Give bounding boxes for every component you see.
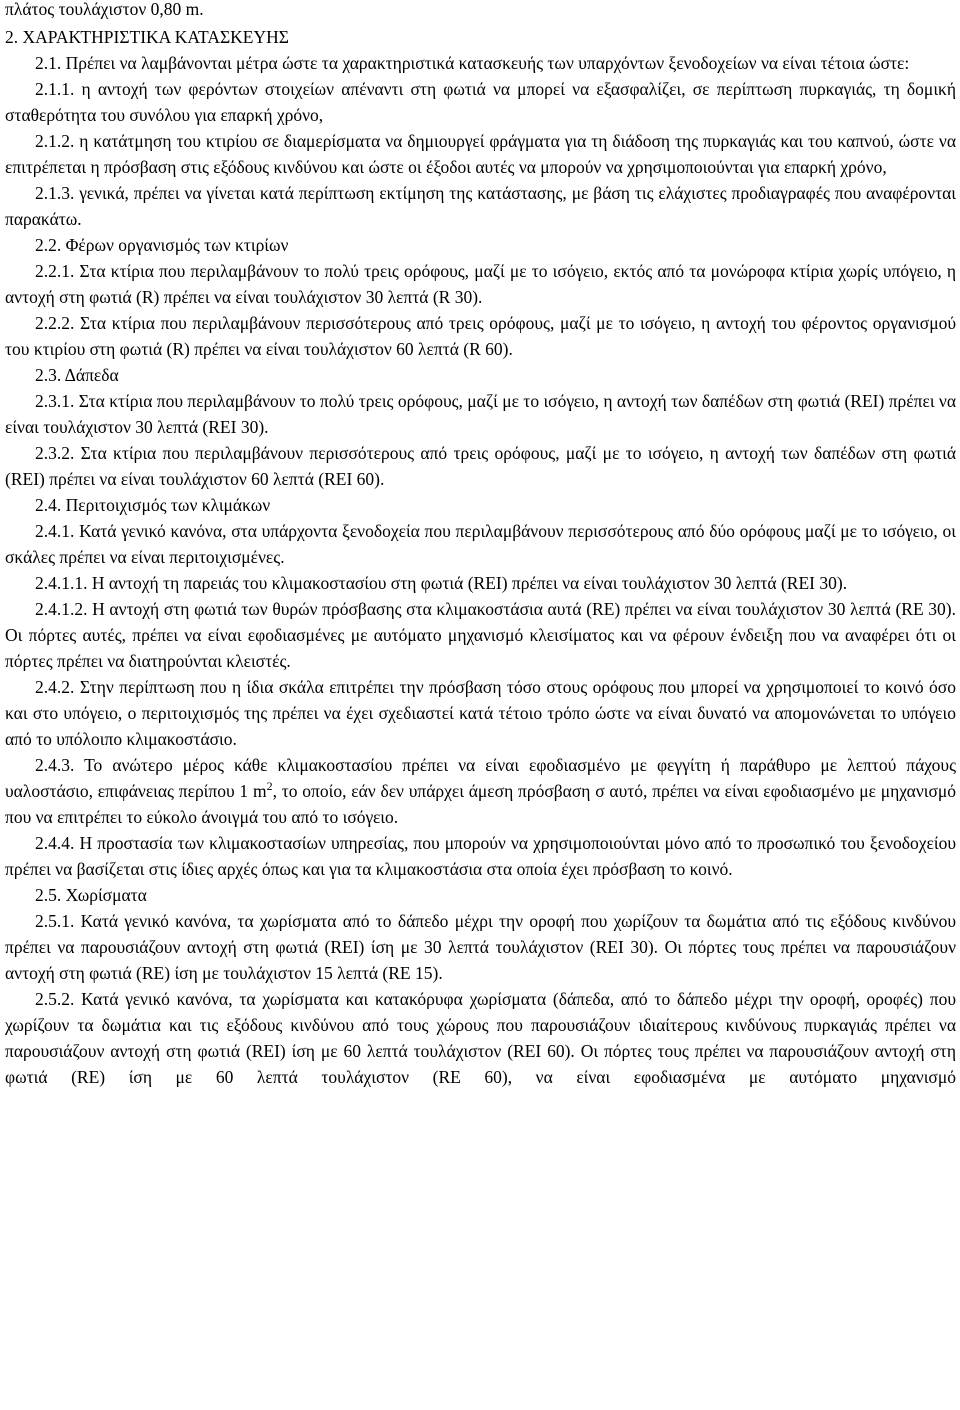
paragraph-2-1-1: 2.1.1. η αντοχή των φερόντων στοιχείων απέναντι στη φωτιά να μπορεί να εξασφαλίζει, σε περίπτωση πυρκαγιάς, τη δομική σταθερότητα του συνόλου για επαρκή χρόνο, (5, 79, 956, 125)
section-heading-construction: 2. ΧΑΡΑΚΤΗΡΙΣΤΙΚΑ ΚΑΤΑΣΚΕΥΗΣ (5, 27, 289, 47)
paragraph-2-1-3: 2.1.3. γενικά, πρέπει να γίνεται κατά περίπτωση εκτίμηση της κατάστασης, με βάση τις ελάχιστες προδιαγραφές που αναφέρονται παρακάτω. (5, 183, 956, 229)
subheading-2-3-title: Δάπεδα (64, 365, 119, 385)
paragraph-2-4-3 (5, 752, 956, 830)
subheading-2-5: 2.5. Χωρίσματα (35, 885, 147, 905)
subheading-2-4: 2.4. Περιτοιχισμός των κλιμάκων (35, 495, 271, 515)
paragraph-2-4-3-part-a: 2.4.3. Το ανώτερο μέρος κάθε κλιμακοστασίου πρέπει να είναι εφοδιασμένο με φεγγίτη ή παράθυρο με λεπτού πάχους υαλοστάσιο, επιφάνειας περίπου 1 m (5, 755, 956, 801)
paragraph-2-5-2: 2.5.2. Κατά γενικό κανόνα, τα χωρίσματα και κατακόρυφα χωρίσματα (δάπεδα, από το δάπεδο μέχρι την οροφή, οροφές) που χωρίζουν τα δωμάτια και τις εξόδους κινδύνου από τους χώρους που παρουσιάζουν ιδιαίτερους κινδύνους πυρκαγιάς πρέπει να παρουσιάζουν αντοχή στη φωτιά (REI) ίση με 60 λεπτά τουλάχιστον (REI 60). Οι πόρτες τους πρέπει να παρουσιάζουν αντοχή στη φωτιά (RE) ίση με 60 λεπτά τουλάχιστον (RE 60), να είναι εφοδιασμένα με αυτόματο μηχανισμό (5, 989, 956, 1087)
subheading-2-3-number: 2.3. (35, 365, 65, 385)
paragraph-2-4-2: 2.4.2. Στην περίπτωση που η ίδια σκάλα επιτρέπει την πρόσβαση τόσο στους ορόφους που μπορεί να χρησιμοποιεί το κοινό όσο και στο υπόγειο, ο περιτοιχισμός της πρέπει να έχει σχεδιαστεί κατά τέτοιο τρόπο ώστε να είναι δυνατό να απομονώνεται το υπόγειο από το υπόλοιπο κλιμακοστάσιο. (5, 677, 956, 749)
superscript-squared: 2 (266, 779, 273, 793)
paragraph-2-4-1: 2.4.1. Κατά γενικό κανόνα, στα υπάρχοντα ξενοδοχεία που περιλαμβάνουν περισσότερους από δύο ορόφους μαζί με το ισόγειο, οι σκάλες πρέπει να είναι περιτοιχισμένες. (5, 521, 956, 567)
paragraph-width-line: πλάτος τουλάχιστον 0,80 m. (5, 0, 204, 19)
paragraph-2-2-2: 2.2.2. Στα κτίρια που περιλαμβάνουν περισσότερους από τρεις ορόφους, μαζί με το ισόγειο, η αντοχή του φέροντος οργανισμού του κτιρίου στη φωτιά (R) πρέπει να είναι τουλάχιστον 60 λεπτά (R 60). (5, 313, 956, 359)
paragraph-2-4-1-1: 2.4.1.1. Η αντοχή τη παρειάς του κλιμακοστασίου στη φωτιά (REI) πρέπει να είναι τουλάχιστον 30 λεπτά (REI 30). (35, 573, 848, 593)
paragraph-2-1-2: 2.1.2. η κατάτμηση του κτιρίου σε διαμερίσματα να δημιουργεί φράγματα για τη διάδοση της πυρκαγιάς και του καπνού, ώστε να επιτρέπεται η πρόσβαση στις εξόδους κινδύνου και ώστε οι έξοδοι αυτές να μπορούν να χρησιμοποιούνται για επαρκή χρόνο, (5, 131, 956, 177)
paragraph-2-4-3-part-b: , το οποίο, εάν δεν υπάρχει άμεση πρόσβαση σ αυτό, πρέπει να είναι εφοδιασμένο με μηχανισμό που να επιτρέπει το εύκολο άνοιγμά του από το ισόγειο. (5, 781, 957, 827)
paragraph-2-4-4: 2.4.4. Η προστασία των κλιμακοστασίων υπηρεσίας, που μπορούν να χρησιμοποιούνται μόνο από το προσωπικό του ξενοδοχείου πρέπει να βασίζεται στις ίδιες αρχές όπως και για τα κλιμακοστάσια στα οποία έχει πρόσβαση το κοινό. (5, 833, 956, 879)
paragraph-2-3-1: 2.3.1. Στα κτίρια που περιλαμβάνουν το πολύ τρεις ορόφους, μαζί με το ισόγειο, η αντοχή των δαπέδων στη φωτιά (REI) πρέπει να είναι τουλάχιστον 30 λεπτά (REI 30). (5, 391, 956, 437)
subheading-2-3 (5, 362, 956, 388)
paragraph-2-3-2: 2.3.2. Στα κτίρια που περιλαμβάνουν περισσότερους από τρεις ορόφους, μαζί με το ισόγειο, η αντοχή των δαπέδων στη φωτιά (REI) πρέπει να είναι τουλάχιστον 60 λεπτά (REI 60). (5, 443, 956, 489)
subheading-2-2: 2.2. Φέρων οργανισμός των κτιρίων (35, 235, 289, 255)
paragraph-2-4-1-2: 2.4.1.2. Η αντοχή στη φωτιά των θυρών πρόσβασης στα κλιμακοστάσια αυτά (RE) πρέπει να είναι τουλάχιστον 30 λεπτά (RE 30). Οι πόρτες αυτές, πρέπει να είναι εφοδιασμένες με αυτόματο μηχανισμό κλεισίματος και να φέρουν ένδειξη που να αναφέρει ότι οι πόρτες πρέπει να διατηρούνται κλειστές. (5, 599, 956, 671)
paragraph-2-1: 2.1. Πρέπει να λαμβάνονται μέτρα ώστε τα χαρακτηριστικά κατασκευής των υπαρχόντων ξενοδοχείων να είναι τέτοια ώστε: (35, 53, 910, 73)
paragraph-2-2-1: 2.2.1. Στα κτίρια που περιλαμβάνουν το πολύ τρεις ορόφους, μαζί με το ισόγειο, εκτός από τα μονώροφα κτίρια χωρίς υπόγειο, η αντοχή στη φωτιά (R) πρέπει να είναι τουλάχιστον 30 λεπτά (R 30). (5, 261, 956, 307)
paragraph-2-5-1: 2.5.1. Κατά γενικό κανόνα, τα χωρίσματα από το δάπεδο μέχρι την οροφή που χωρίζουν τα δωμάτια από τις εξόδους κινδύνου πρέπει να παρουσιάζουν αντοχή στη φωτιά (REI) ίση με 30 λεπτά τουλάχιστον (REI 30). Οι πόρτες τους πρέπει να παρουσιάζουν αντοχή στη φωτιά (RE) ίση με τουλάχιστον 15 λεπτά (RE 15). (5, 911, 956, 983)
